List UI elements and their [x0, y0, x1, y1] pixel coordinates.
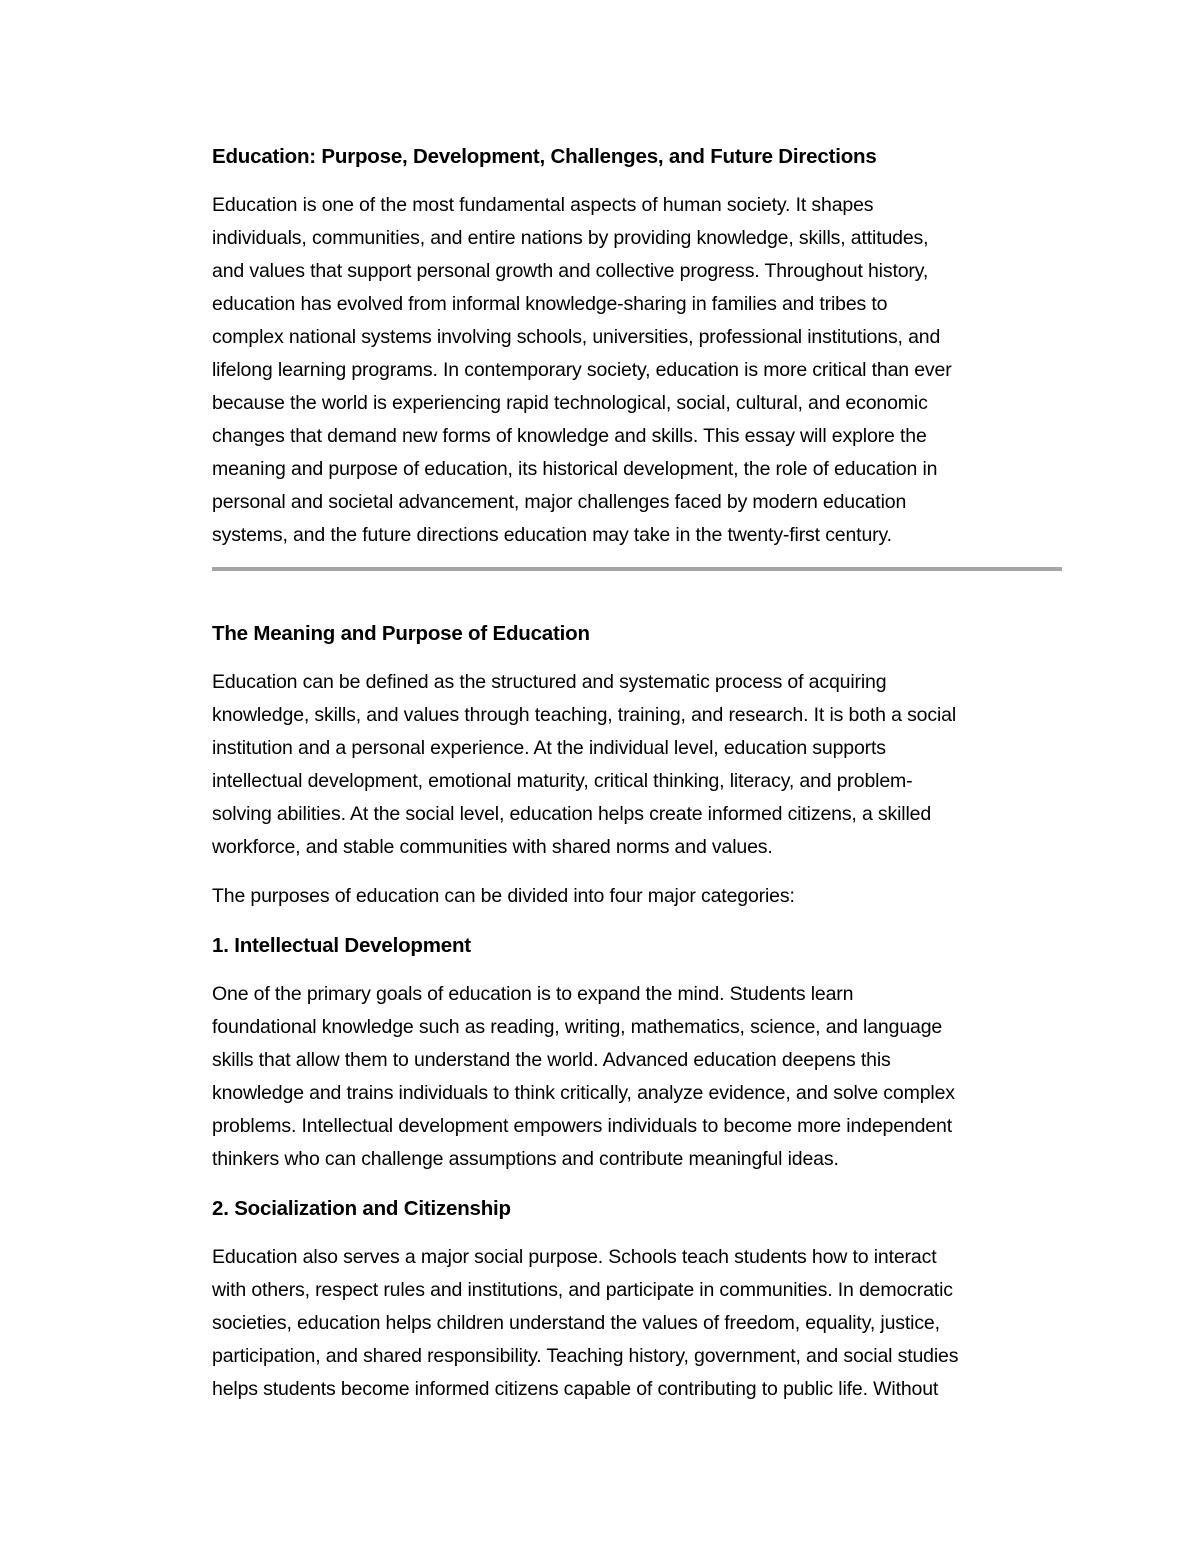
text-line: knowledge, skills, and values through teaching, training, and research. It is both a social [212, 704, 957, 726]
document-title: Education: Purpose, Development, Challenges, and Future Directions [212, 145, 877, 168]
text-line: workforce, and stable communities with shared norms and values. [212, 836, 773, 858]
purposes-intro [212, 880, 1062, 913]
text-line: with others, respect rules and institutions, and participate in communities. In democratic [212, 1279, 953, 1301]
text-line: The purposes of education can be divided into four major categories: [212, 885, 795, 907]
text-line: foundational knowledge such as reading, writing, mathematics, science, and language [212, 1016, 943, 1038]
text-line: complex national systems involving schools, universities, professional institutions, and [212, 326, 941, 348]
text-line: Education also serves a major social purpose. Schools teach students how to interact [212, 1246, 937, 1268]
text-line: solving abilities. At the social level, education helps create informed citizens, a skilled [212, 803, 932, 825]
text-line: Education can be defined as the structured and systematic process of acquiring [212, 671, 887, 693]
text-line: institution and a personal experience. At the individual level, education supports [212, 737, 886, 759]
text-line: because the world is experiencing rapid technological, social, cultural, and economic [212, 392, 928, 414]
text-line: individuals, communities, and entire nations by providing knowledge, skills, attitudes, [212, 227, 929, 249]
text-line: education has evolved from informal knowledge-sharing in families and tribes to [212, 293, 888, 315]
text-line: systems, and the future directions education may take in the twenty-first century. [212, 524, 892, 546]
text-line: personal and societal advancement, major challenges faced by modern education [212, 491, 907, 513]
horizontal-rule [212, 567, 1062, 571]
text-line: thinkers who can challenge assumptions and contribute meaningful ideas. [212, 1148, 839, 1170]
text-line: One of the primary goals of education is to expand the mind. Students learn [212, 983, 854, 1005]
text-line: knowledge and trains individuals to think critically, analyze evidence, and solve complex [212, 1082, 955, 1104]
intellectual-paragraph [212, 978, 1062, 1176]
meaning-paragraph [212, 666, 1062, 864]
text-line: meaning and purpose of education, its historical development, the role of education in [212, 458, 938, 480]
text-line: participation, and shared responsibility. Teaching history, government, and social studies [212, 1345, 959, 1367]
text-line: and values that support personal growth and collective progress. Throughout history, [212, 260, 929, 282]
text-line: helps students become informed citizens capable of contributing to public life. Without [212, 1378, 939, 1400]
text-line: societies, education helps children understand the values of freedom, equality, justice, [212, 1312, 940, 1334]
text-line: problems. Intellectual development empowers individuals to become more independent [212, 1115, 952, 1137]
text-line: skills that allow them to understand the world. Advanced education deepens this [212, 1049, 891, 1071]
text-line: lifelong learning programs. In contemporary society, education is more critical than ever [212, 359, 952, 381]
intro-paragraph [212, 189, 1062, 552]
subheading-socialization-citizenship: 2. Socialization and Citizenship [212, 1197, 511, 1220]
section-heading-meaning-purpose: The Meaning and Purpose of Education [212, 622, 590, 645]
subheading-intellectual-development: 1. Intellectual Development [212, 934, 471, 957]
socialization-paragraph [212, 1241, 1062, 1406]
document-page [212, 140, 1062, 1406]
text-line: Education is one of the most fundamental aspects of human society. It shapes [212, 194, 874, 216]
text-line: changes that demand new forms of knowledge and skills. This essay will explore the [212, 425, 927, 447]
text-line: intellectual development, emotional maturity, critical thinking, literacy, and problem- [212, 770, 913, 792]
